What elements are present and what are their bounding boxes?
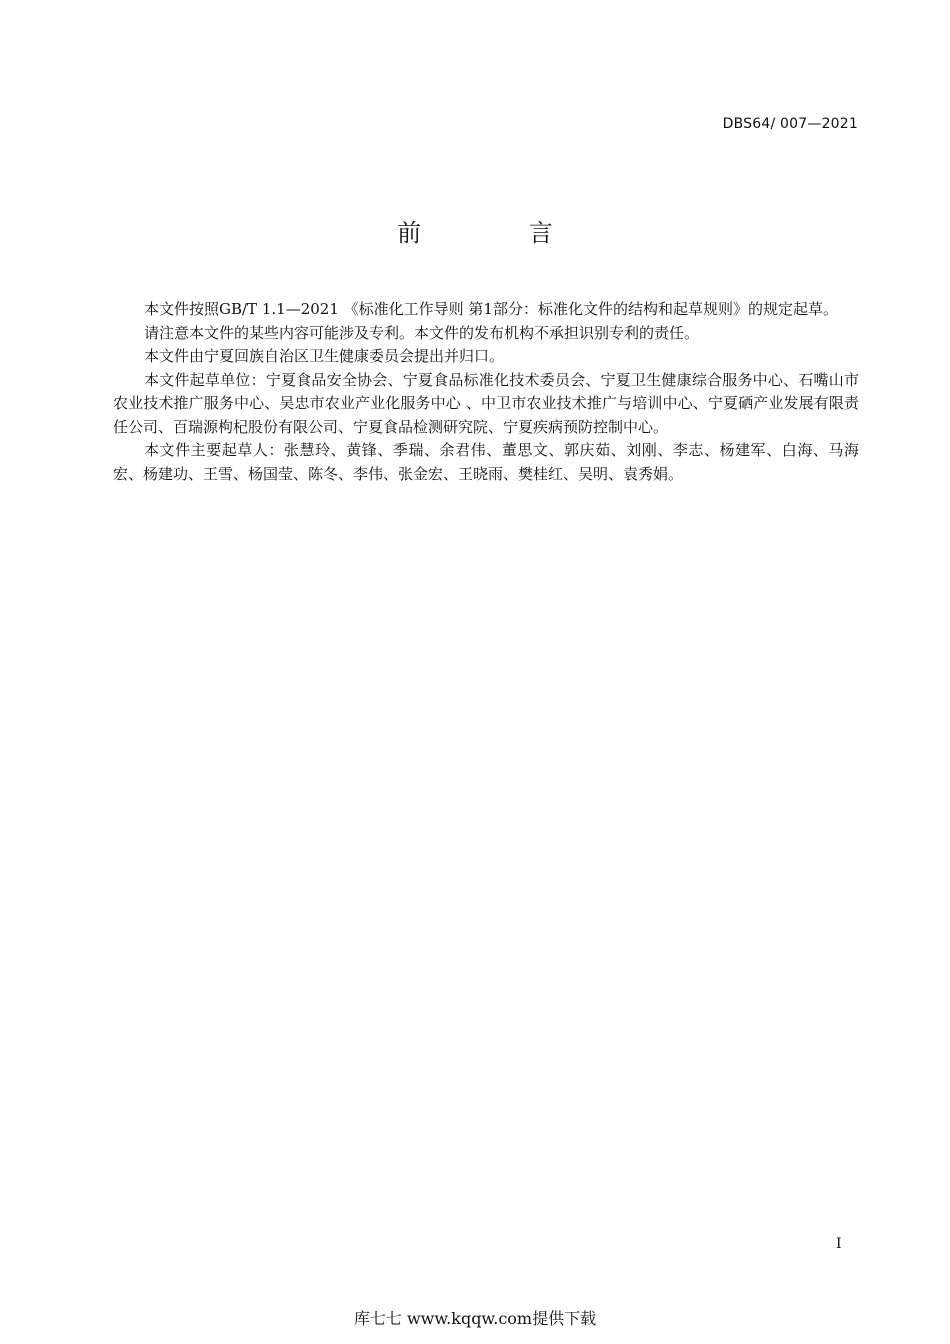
download-watermark: 库七七 www.kqqw.com提供下载	[353, 1309, 597, 1328]
paragraph-proposer: 本文件由宁夏回族自治区卫生健康委员会提出并归口。	[144, 347, 505, 365]
page-number: I	[836, 1236, 842, 1252]
paragraph-drafters: 本文件主要起草人：张慧玲、黄锋、季瑞、余君伟、董思文、郭庆茹、刘刚、李志、杨建军、白海、马海宏、杨建功、王雪、杨国莹、陈冬、李伟、张金宏、王晓雨、樊桂红、吴明、袁秀娟。	[113, 441, 859, 483]
document-code: DBS64/ 007—2021	[722, 116, 858, 132]
paragraph-standard-basis: 本文件按照GB/T 1.1—2021 《标准化工作导则 第1部分：标准化文件的结构和起草规则》的规定起草。	[144, 300, 838, 318]
page-title: 前 言	[397, 219, 603, 247]
paragraph-drafting-units: 本文件起草单位：宁夏食品安全协会、宁夏食品标准化技术委员会、宁夏卫生健康综合服务中心、石嘴山市农业技术推广服务中心、吴忠市农业产业化服务中心 、中卫市农业技术推广与培训中心、宁夏硒产业发展有限责任公司、百瑞源枸杞股份有限公司、宁夏食品检测研究院、宁夏疾病预防控制中心。	[113, 370, 859, 436]
paragraph-patent-notice: 请注意本文件的某些内容可能涉及专利。本文件的发布机构不承担识别专利的责任。	[144, 323, 700, 342]
foreword-body	[113, 298, 859, 486]
